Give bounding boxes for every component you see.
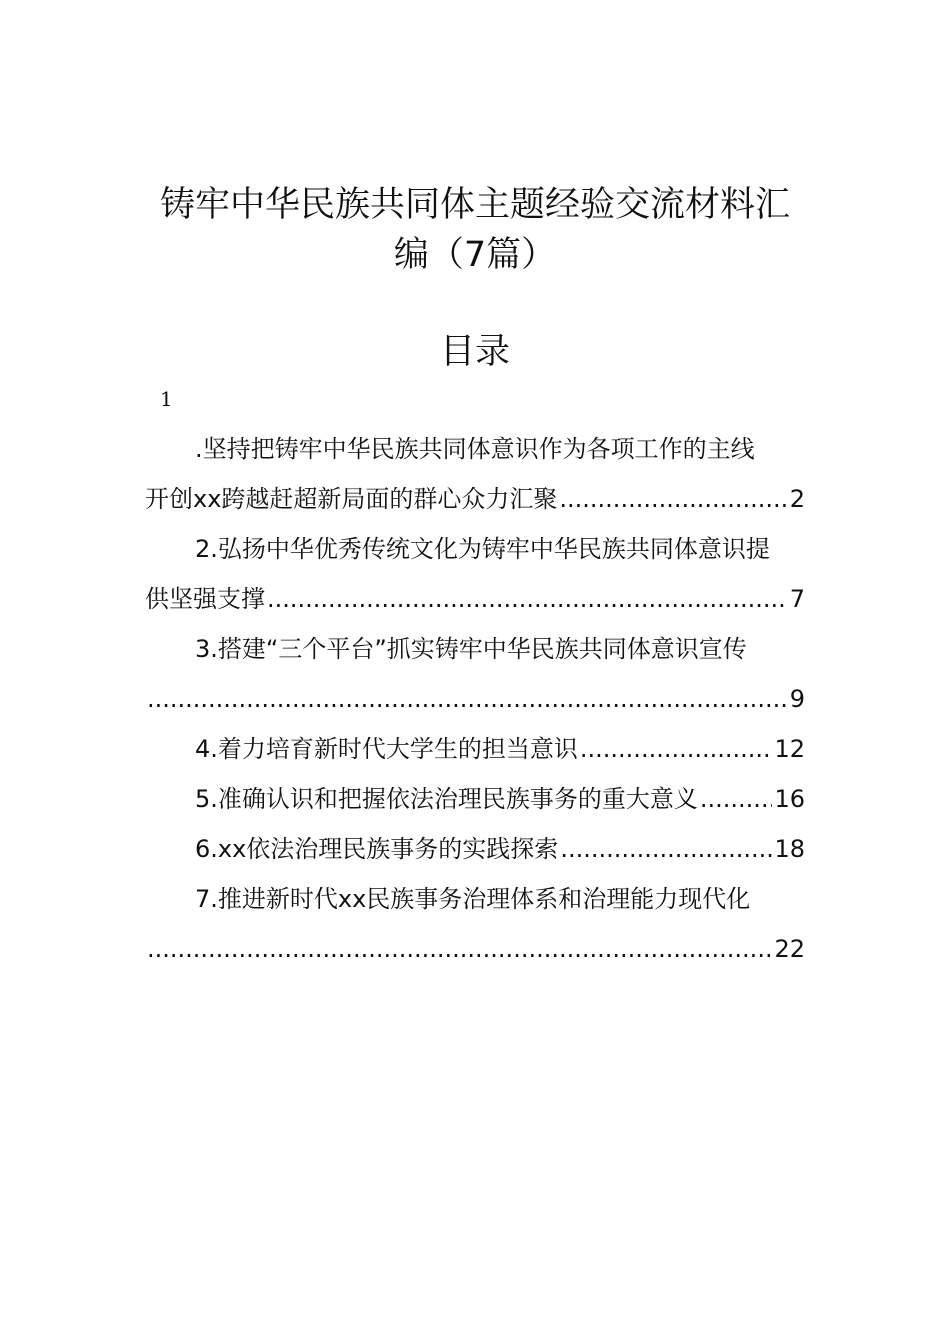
toc-entry-1-line-2[interactable] <box>145 484 805 514</box>
toc-entry-2-line-2[interactable] <box>145 584 805 614</box>
toc-entry-3-line-2[interactable] <box>145 684 805 714</box>
toc-entry-4[interactable] <box>195 734 805 764</box>
toc-leader-dots <box>267 584 788 614</box>
toc-entry-2-title-cont: 供坚强支撑 <box>145 585 265 613</box>
toc-entry-6-title: 6.xx依法治理民族事务的实践探索 <box>195 835 559 863</box>
toc-entry-4-page: 12 <box>774 735 805 763</box>
toc-entry-4-title: 4.着力培育新时代大学生的担当意识 <box>195 735 578 763</box>
toc-entry-2-line-1[interactable] <box>195 534 805 564</box>
toc-entry-6[interactable] <box>195 834 805 864</box>
toc-entry-2-title: 2.弘扬中华优秀传统文化为铸牢中华民族共同体意识提 <box>195 535 770 563</box>
toc-entry-3-line-1[interactable] <box>195 634 805 664</box>
document-title-line-2: 编（7篇） <box>393 235 557 275</box>
toc-entry-7-line-2[interactable] <box>145 934 805 964</box>
toc-leader-dots <box>559 484 787 514</box>
toc-entry-2-page: 7 <box>789 585 805 613</box>
toc-entry-number: 1 <box>160 387 173 411</box>
toc-entry-7-title: 7.推进新时代xx民族事务治理体系和治理能力现代化 <box>195 885 751 913</box>
toc-entry-6-page: 18 <box>774 835 805 863</box>
toc-leader-dots <box>560 834 772 864</box>
toc-leader-dots <box>147 934 772 964</box>
toc-entry-7-line-1[interactable] <box>195 884 805 914</box>
toc-entry-3-page: 9 <box>789 685 805 713</box>
toc-entry-7-page: 22 <box>774 935 805 963</box>
toc-entry-5-title: 5.准确认识和把握依法治理民族事务的重大意义 <box>195 785 698 813</box>
toc-entry-1-page: 2 <box>789 485 805 513</box>
toc-entry-5[interactable] <box>195 784 805 814</box>
document-title-line-1: 铸牢中华民族共同体主题经验交流材料汇 <box>159 185 790 225</box>
toc-entry-5-page: 16 <box>774 785 805 813</box>
toc-entry-1-line-1[interactable] <box>195 434 805 464</box>
toc-entry-1-title-cont: 开创xx跨越赶超新局面的群心众力汇聚 <box>145 485 558 513</box>
toc-heading: 目录 <box>439 332 510 372</box>
toc-leader-dots <box>580 734 773 764</box>
toc-leader-dots <box>700 784 773 814</box>
toc-leader-dots <box>147 684 788 714</box>
toc-entry-1-title: .坚持把铸牢中华民族共同体意识作为各项工作的主线 <box>195 435 755 463</box>
toc-entry-3-title: 3.搭建“三个平台”抓实铸牢中华民族共同体意识宣传 <box>195 635 747 663</box>
